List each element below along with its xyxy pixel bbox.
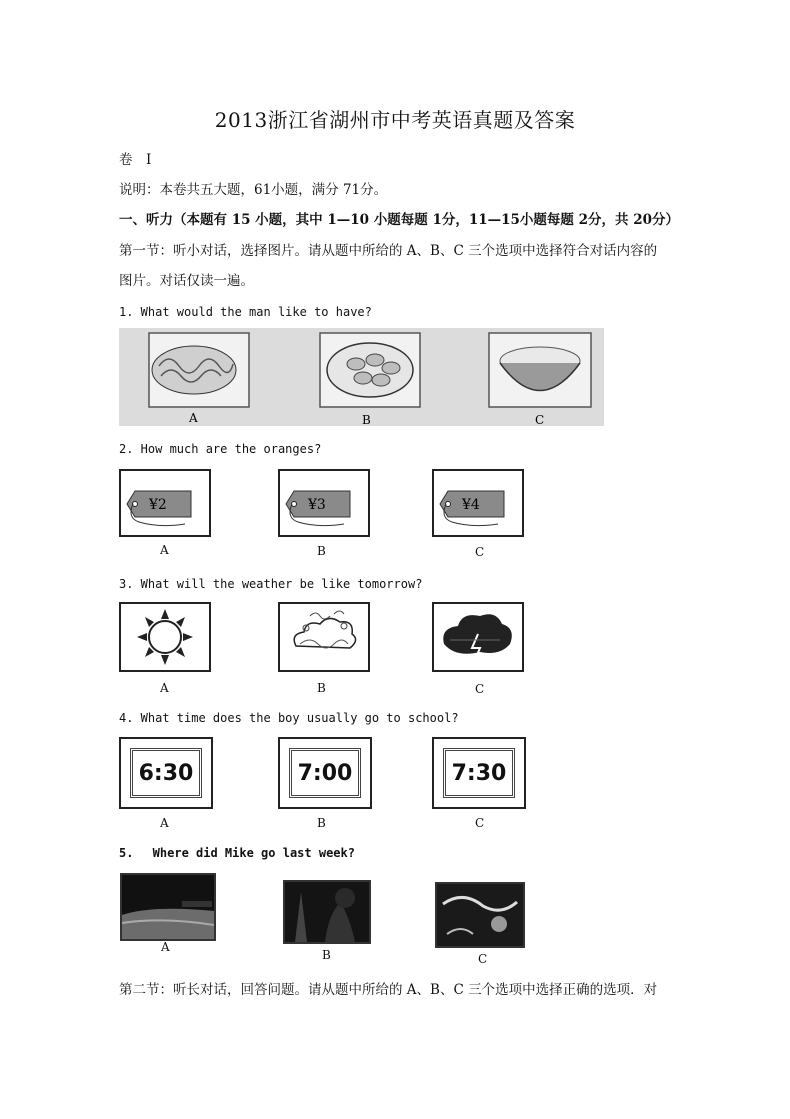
q2-price-b: ¥3 (308, 497, 326, 513)
q5-label-c: C (478, 952, 488, 966)
q2-price-a: ¥2 (149, 497, 167, 513)
q3-label-c: C (475, 682, 485, 696)
q1-image-strip (119, 328, 604, 426)
q4-label-a: A (160, 816, 169, 830)
q1-option-b-dumplings-image (320, 333, 420, 407)
q1-option-a-noodles-image (149, 333, 249, 407)
q5-option-c-frame (435, 882, 525, 948)
storm-icon (434, 604, 522, 670)
q5-label-b: B (322, 948, 331, 962)
q4-label-b: B (317, 816, 326, 830)
q2-option-c-frame (432, 469, 524, 537)
windy-cloud-icon (280, 604, 368, 670)
page-title: 2013浙江省湖州市中考英语真题及答案 (214, 108, 576, 132)
q3-option-c-frame (432, 602, 524, 672)
q5-option-c-photo (437, 884, 523, 946)
q5-option-b-photo (285, 882, 369, 942)
question-3: 3. What will the weather be like tomorrow? (119, 577, 423, 591)
part2-instruction: 第二节：听长对话，回答问题。请从题中所给的 A、B、C 三个选项中选择正确的选项．对 (119, 982, 658, 998)
q4-time-c: 7:30 (443, 748, 515, 798)
description: 说明：本卷共五大题，61小题，满分 71分。 (119, 182, 388, 198)
q4-time-b: 7:00 (289, 748, 361, 798)
q2-label-a: A (160, 543, 169, 557)
q4-option-c-frame (432, 737, 526, 809)
q3-option-a-frame (119, 602, 211, 672)
q4-time-a: 6:30 (130, 748, 202, 798)
q3-label-b: B (317, 681, 326, 695)
volume-label: 卷 I (119, 152, 152, 168)
q4-option-a-frame (119, 737, 213, 809)
q1-label-c: C (535, 413, 545, 426)
part1-instruction-line1: 第一节：听小对话，选择图片。请从题中所给的 A、B、C 三个选项中选择符合对话内容的 (119, 243, 658, 259)
question-1: 1. What would the man like to have? (119, 305, 372, 319)
q2-price-c: ¥4 (462, 497, 480, 513)
q2-option-b-frame (278, 469, 370, 537)
q1-label-a: A (189, 411, 198, 425)
q1-option-c-rice-image (489, 333, 591, 407)
q5-label-a: A (161, 940, 170, 954)
q2-label-c: C (475, 545, 485, 559)
q5-option-a-frame (120, 873, 216, 941)
part1-instruction-line2: 图片。对话仅读一遍。 (119, 273, 254, 289)
section-heading: 一、听力（本题有 15 小题，其中 1—10 小题每题 1分，11—15小题每题 2分，共 20分） (119, 212, 680, 228)
q5-option-b-frame (283, 880, 371, 944)
question-4: 4. What time does the boy usually go to school? (119, 711, 459, 725)
sun-icon (121, 604, 209, 670)
q2-option-b-price-tag (280, 471, 368, 535)
q2-label-b: B (317, 544, 326, 558)
q4-option-b-frame (278, 737, 372, 809)
q2-option-a-frame (119, 469, 211, 537)
q4-label-c: C (475, 816, 485, 830)
q5-option-a-photo (122, 875, 214, 939)
q1-label-b: B (362, 413, 371, 426)
question-5: 5. Where did Mike go last week? (119, 846, 355, 860)
q1-food-illustrations (119, 328, 604, 426)
q2-option-a-price-tag (121, 471, 209, 535)
q3-label-a: A (160, 681, 169, 695)
question-2: 2. How much are the oranges? (119, 442, 322, 456)
q3-option-b-frame (278, 602, 370, 672)
q2-option-c-price-tag (434, 471, 522, 535)
